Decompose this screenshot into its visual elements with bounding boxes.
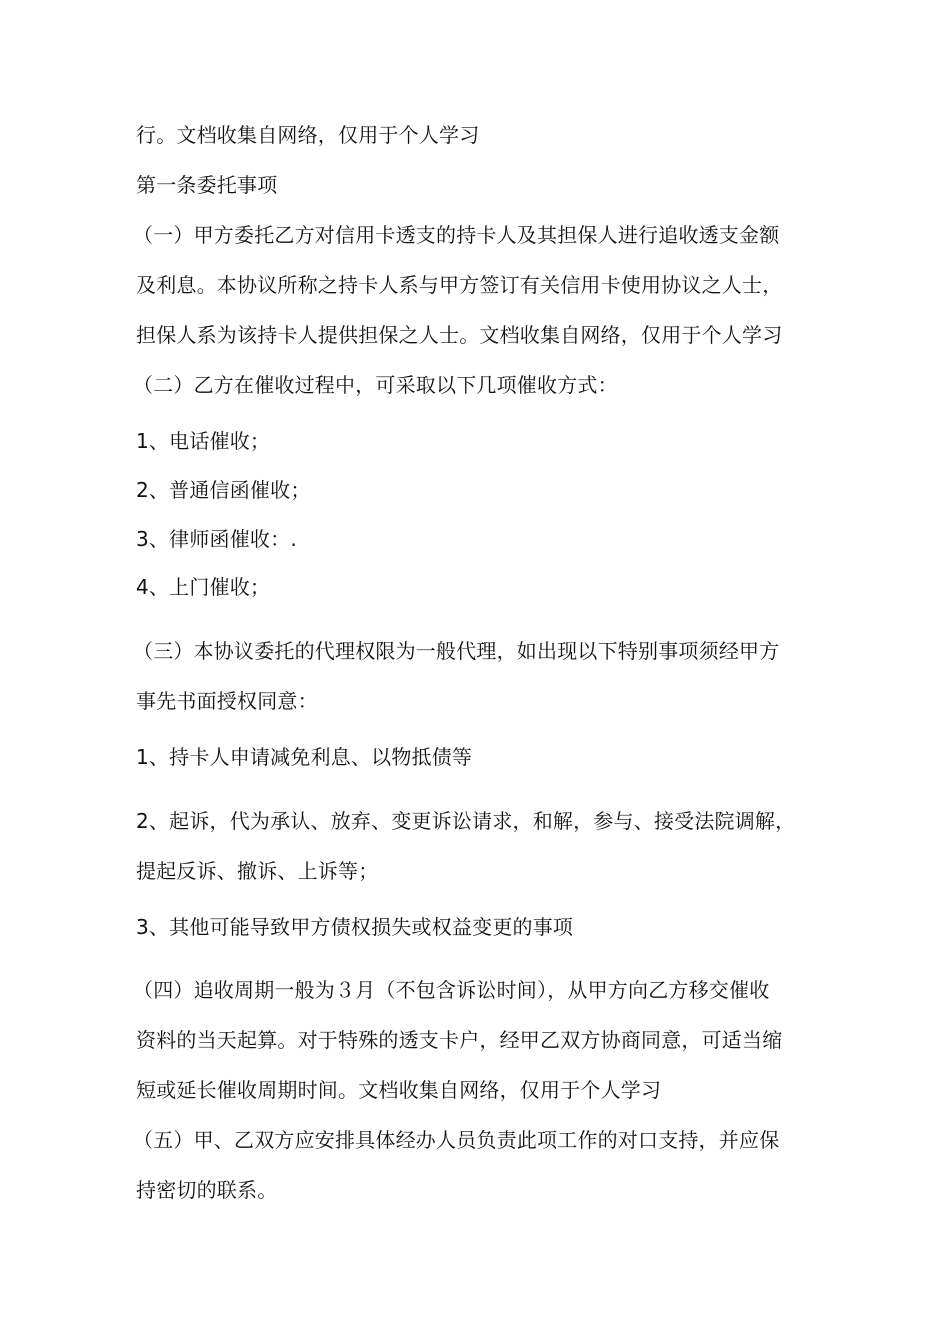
paragraph-4-line-1: （四）追收周期一般为３月（不包含诉讼时间），从甲方向乙方移交催收 <box>133 978 770 1002</box>
article-heading: 第一条委托事项 <box>136 173 278 197</box>
list-item-lawyer-letter: 3、律师函催收：. <box>136 527 297 551</box>
paragraph-5-line-2: 持密切的联系。 <box>136 1178 278 1202</box>
special-item-2-line-1: 2、起诉，代为承认、放弃、变更诉讼请求，和解，参与、接受法院调解， <box>136 809 796 833</box>
special-item-1: 1、持卡人申请减免利息、以物抵债等 <box>136 745 473 769</box>
paragraph-4-line-3: 短或延长催收周期时间。文档收集自网络，仅用于个人学习 <box>136 1078 662 1102</box>
text-line-continuation: 行。文档收集自网络，仅用于个人学习 <box>136 123 480 147</box>
paragraph-1-line-1: （一）甲方委托乙方对信用卡透支的持卡人及其担保人进行追收透支金额 <box>133 223 780 247</box>
list-item-visit: 4、上门催收； <box>136 575 271 599</box>
paragraph-3-line-1: （三）本协议委托的代理权限为一般代理，如出现以下特别事项须经甲方 <box>133 639 780 663</box>
paragraph-3-line-2: 事先书面授权同意： <box>136 689 318 713</box>
paragraph-1-line-3: 担保人系为该持卡人提供担保之人士。文档收集自网络，仅用于个人学习 <box>136 323 783 347</box>
paragraph-5-line-1: （五）甲、乙双方应安排具体经办人员负责此项工作的对口支持，并应保 <box>133 1128 780 1152</box>
paragraph-4-line-2: 资料的当天起算。对于特殊的透支卡户，经甲乙双方协商同意，可适当缩 <box>136 1028 783 1052</box>
paragraph-2-line-1: （二）乙方在催收过程中，可采取以下几项催收方式： <box>133 373 618 397</box>
paragraph-1-line-2: 及利息。本协议所称之持卡人系与甲方签订有关信用卡使用协议之人士， <box>136 273 783 297</box>
special-item-3: 3、其他可能导致甲方债权损失或权益变更的事项 <box>136 915 574 939</box>
list-item-letter: 2、普通信函催收； <box>136 478 311 502</box>
list-item-phone: 1、电话催收； <box>136 429 271 453</box>
special-item-2-line-2: 提起反诉、撤诉、上诉等； <box>136 859 379 883</box>
